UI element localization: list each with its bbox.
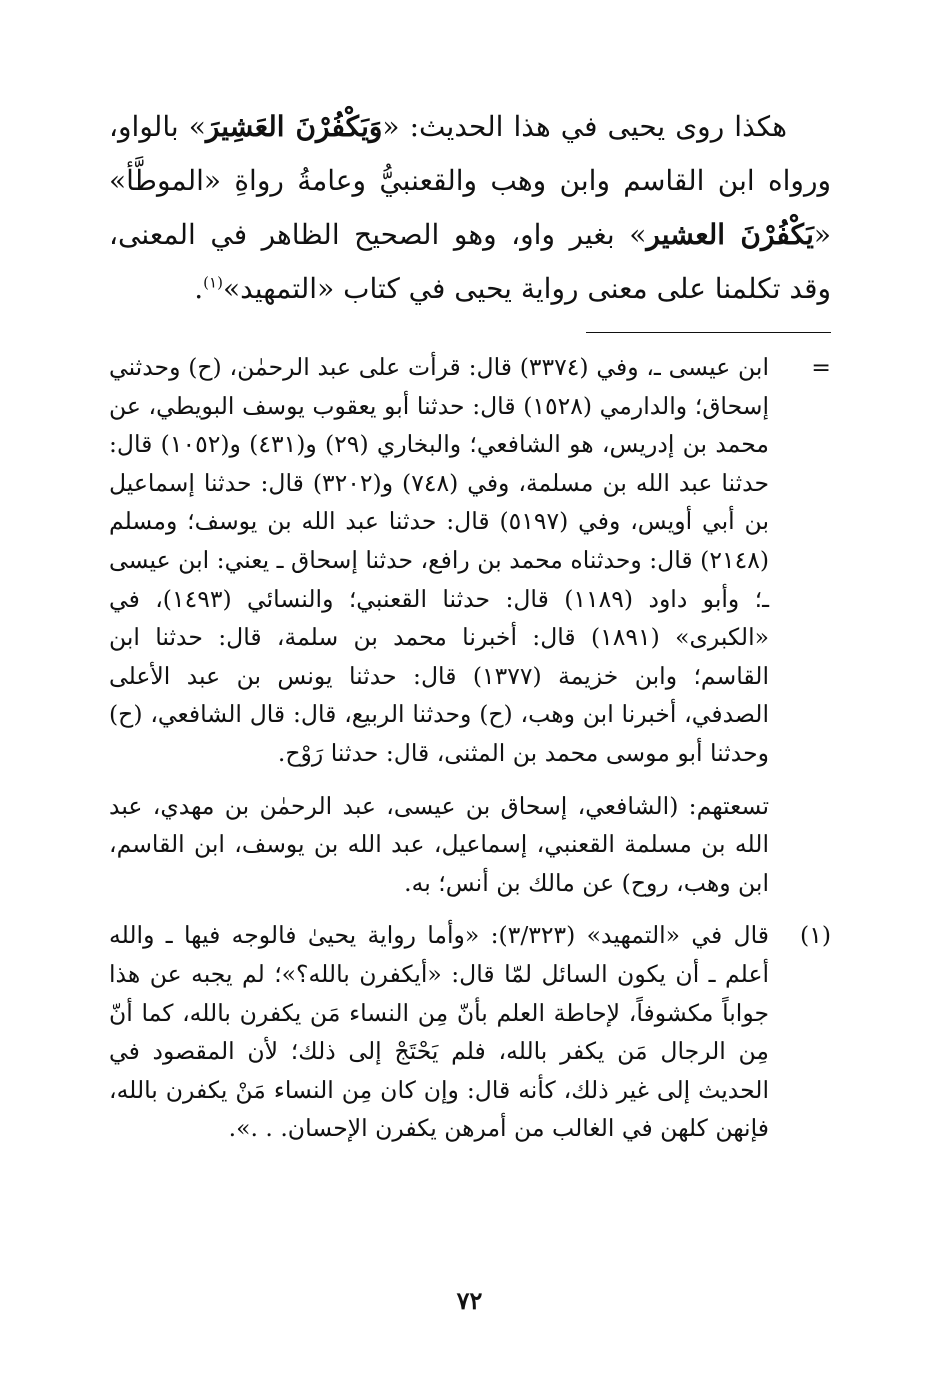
main-text-part4: . [194, 272, 204, 305]
bold-phrase-without-waw: يَكْفُرْنَ العشير [646, 218, 814, 251]
continuation-marker: = [811, 353, 831, 381]
main-text-part3: » بغير واو، وهو الصحيح الظاهر في المعنى، وقد تكلمنا على معنى رواية يحيى في كتاب «التمهيد» [109, 218, 831, 305]
footnote-1 [109, 916, 831, 1148]
footnote-continuation [109, 348, 831, 773]
footnote-summary [109, 787, 831, 903]
main-text-part1: هكذا روى يحيى في هذا الحديث: « [382, 110, 787, 143]
footnote-summary-text: تسعتهم: (الشافعي، إسحاق بن عيسى، عبد الرحمٰن بن مهدي، عبد الله بن مسلمة القعنبي، إسماعيل، عبد الله بن يوسف، ابن القاسم، ابن وهب، روح) عن مالك بن أنس؛ به. [109, 791, 769, 897]
footnote-continuation-text: ابن عيسى ـ، وفي (٣٣٧٤) قال: قرأت على عبد الرحمٰن، (ح) وحدثني إسحاق؛ والدارمي (١٥٢٨) قال: حدثنا أبو يعقوب يوسف البويطي، عن محمد بن إدريس، هو الشافعي؛ والبخاري (٢٩) و(٤٣١) و(١٠٥٢) قال: حدثنا عبد الله بن مسلمة، وفي (٧٤٨) و(٣٢٠٢) قال: حدثنا إسماعيل بن أبي أويس، وفي (٥١٩٧) قال: حدثنا عبد الله بن يوسف؛ ومسلم (٢١٤٨) قال: وحدثناه محمد بن رافع، حدثنا إسحاق ـ يعني: ابن عيسى ـ؛ وأبو داود (١١٨٩) قال: حدثنا القعنبي؛ والنسائي (١٤٩٣)، في «الكبرى» (١٨٩١) قال: أخبرنا محمد بن سلمة، قال: حدثنا ابن القاسم؛ وابن خزيمة (١٣٧٧) قال: حدثنا يونس بن عبد الأعلى الصدفي، أخبرنا ابن وهب، (ح) وحدثنا الربيع، قال: قال الشافعي، (ح) وحدثنا أبو موسى محمد بن المثنى، قال: حدثنا رَوْح. [109, 353, 770, 767]
footnote-reference[interactable]: (١) [203, 273, 223, 292]
footnotes-section [109, 348, 831, 1148]
main-text [109, 100, 831, 316]
main-text-part2: » بالواو، ورواه ابن القاسم وابن وهب والقعنبيُّ وعامةُ رواةِ «الموطَّأ» « [109, 110, 831, 251]
main-paragraph [109, 100, 831, 316]
page-number: ٧٢ [456, 1286, 483, 1315]
footnote-separator [586, 332, 831, 333]
footnote-1-text: قال في «التمهيد» (٣/٣٢٣): «وأما رواية يحيىٰ فالوجه فيها ـ والله أعلم ـ أن يكون السائل لمّا قال: «أيكفرن بالله؟»؛ لم يجبه عن هذا جواباً مكشوفاً، لإحاطة العلم بأنّ مِن النساء مَن يكفرن بالله، كما أنّ مِن الرجال مَن يكفر بالله، فلم يَحْتَجْ إلى ذلك؛ لأن المقصود في الحديث إلى غير ذلك، كأنه قال: وإن كان مِن النساء مَنْ يكفرن بالله، فإنهن كلهن في الغالب من أمرهن يكفرن الإحسان. . .». [109, 921, 770, 1143]
footnote-1-marker: (١) [800, 921, 831, 950]
bold-phrase-with-waw: وَيَكْفُرْنَ العَشِيرَ [205, 110, 383, 143]
